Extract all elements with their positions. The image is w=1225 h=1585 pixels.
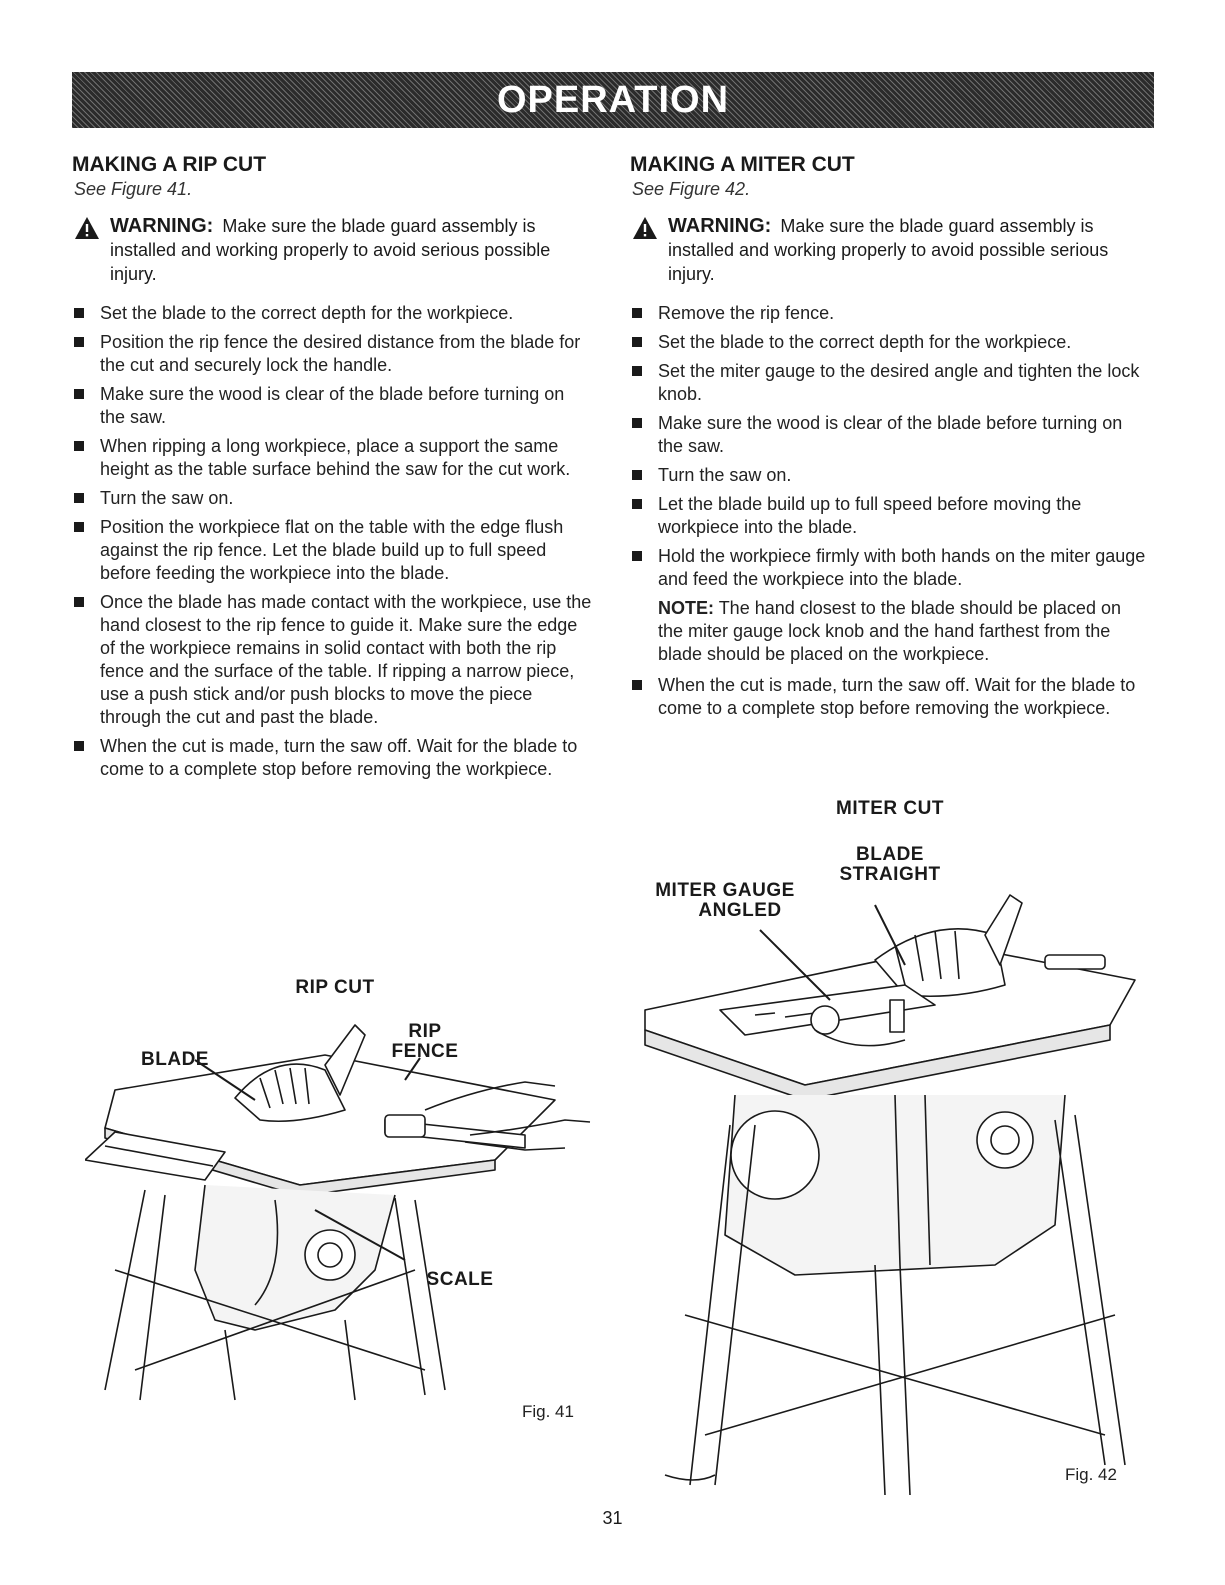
list-item: Once the blade has made contact with the workpiece, use the hand closest to the rip fence to guide it. Make sure the edge of the workpiece remains in solid contact with both the rip fence and the surface of the table. If ripping a narrow piece, use a push stick and/or push blocks to move the piece through the cut and past the blade. (72, 591, 592, 729)
miter-cut-section (630, 152, 1150, 726)
section-banner (72, 72, 1154, 128)
list-item: Turn the saw on. (630, 464, 1150, 487)
fig41-label-scale: SCALE (426, 1269, 494, 1290)
list-item: Make sure the wood is clear of the blade before turning on the saw. (72, 383, 592, 429)
list-item: Position the workpiece flat on the table with the edge flush against the rip fence. Let the blade build up to full speed before feeding the workpiece into the blade. (72, 516, 592, 585)
fig41-caption: Fig. 41 (522, 1402, 574, 1421)
fig42-label-angled: ANGLED (698, 900, 782, 921)
miter-cut-steps-final (630, 674, 1150, 720)
note-text: The hand closest to the blade should be placed on the miter gauge lock knob and the hand farthest from the blade should be placed on the workpiece. (658, 598, 1121, 664)
warning-text: Make sure the blade guard assembly is installed and working properly to avoid possible serious injury. (668, 216, 1109, 284)
list-item: Hold the workpiece firmly with both hands on the miter gauge and feed the workpiece into the blade. (630, 545, 1150, 591)
rip-cut-section (72, 152, 592, 787)
note-label: NOTE: (658, 598, 714, 618)
figure-42-miter-cut (635, 795, 1155, 1495)
list-item: Remove the rip fence. (630, 302, 1150, 325)
banner-title: OPERATION (496, 78, 730, 121)
list-item: When ripping a long workpiece, place a support the same height as the table surface behind the saw for the cut work. (72, 435, 592, 481)
list-item: Set the miter gauge to the desired angle and tighten the lock knob. (630, 360, 1150, 406)
rip-cut-heading: MAKING A RIP CUT (72, 153, 267, 176)
warning-text: Make sure the blade guard assembly is installed and working properly to avoid serious possible injury. (110, 216, 551, 284)
fig42-label-miter-gauge: MITER GAUGE (655, 880, 795, 901)
miter-note (630, 597, 1150, 666)
see-figure-42: See Figure 42. (632, 179, 751, 199)
miter-cut-steps (630, 302, 1150, 591)
fig41-title: RIP CUT (295, 977, 375, 998)
figure-41-rip-cut (85, 970, 595, 1430)
list-item: Set the blade to the correct depth for the workpiece. (72, 302, 592, 325)
fig41-label-fence: FENCE (391, 1041, 459, 1062)
fig41-label-blade: BLADE (141, 1049, 209, 1070)
fig42-label-blade: BLADE (856, 844, 924, 865)
page-number: 31 (602, 1508, 623, 1528)
miter-cut-warning (630, 214, 1150, 286)
list-item: When the cut is made, turn the saw off. Wait for the blade to come to a complete stop before removing the workpiece. (630, 674, 1150, 720)
table-saw-rip-cut-illustration (85, 970, 595, 1430)
fig42-caption: Fig. 42 (1065, 1465, 1117, 1484)
see-figure-41: See Figure 41. (74, 179, 193, 199)
warning-triangle-icon (74, 216, 100, 240)
list-item: When the cut is made, turn the saw off. Wait for the blade to come to a complete stop before removing the workpiece. (72, 735, 592, 781)
fig42-label-straight: STRAIGHT (839, 864, 941, 885)
miter-cut-heading: MAKING A MITER CUT (630, 153, 855, 176)
warning-triangle-icon (632, 216, 658, 240)
warning-label: WARNING: (110, 215, 214, 237)
rip-cut-warning (72, 214, 592, 286)
list-item: Set the blade to the correct depth for the workpiece. (630, 331, 1150, 354)
list-item: Let the blade build up to full speed before moving the workpiece into the blade. (630, 493, 1150, 539)
warning-label: WARNING: (668, 215, 772, 237)
list-item: Turn the saw on. (72, 487, 592, 510)
rip-cut-steps (72, 302, 592, 781)
fig41-label-rip: RIP (408, 1021, 442, 1042)
list-item: Make sure the wood is clear of the blade before turning on the saw. (630, 412, 1150, 458)
list-item: Position the rip fence the desired distance from the blade for the cut and securely lock the handle. (72, 331, 592, 377)
fig42-title: MITER CUT (836, 798, 944, 819)
